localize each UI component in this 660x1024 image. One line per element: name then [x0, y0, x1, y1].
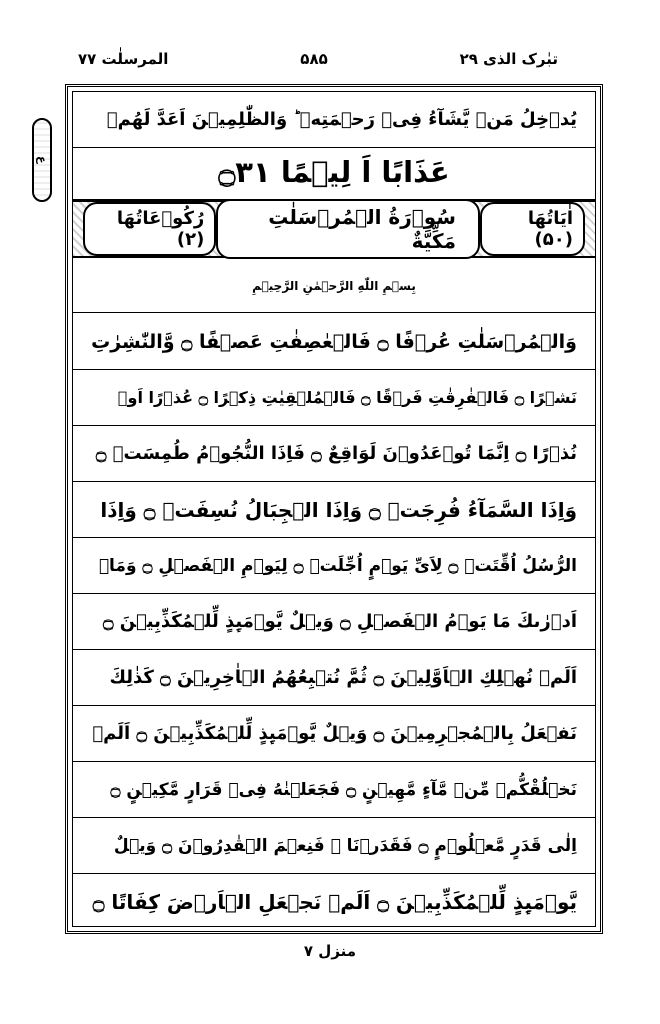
- verse-text: نَفۡعَلُ بِالۡمُجۡرِمِيۡنَ ۝ وَيۡلٌ يَّوۡمَٮِٕذٍ لِّلۡمُكَذِّبِيۡنَ ۝ اَلَمۡ: [92, 723, 577, 744]
- ayat-count-label: اٰيَاتُهَا (۵۰): [480, 202, 585, 256]
- page-frame: [65, 84, 603, 934]
- verse-line: [73, 482, 595, 538]
- surah-title-header: المرسلٰت ۷۷: [78, 50, 169, 68]
- verse-text: نُذۡرًا ۝ اِنَّمَا تُوۡعَدُوۡنَ لَوَاقِعٌ ۝ فَاِذَا النُّجُوۡمُ طُمِسَتۡ ۝: [95, 443, 577, 464]
- verse-text: اَلَمۡ نُهۡلِكِ الۡاَوَّلِيۡنَ ۝ ثُمَّ نُتۡبِعُهُمُ الۡاٰخِرِيۡنَ ۝ كَذٰلِكَ: [109, 667, 577, 688]
- manzil-footer: منزل ۷: [303, 942, 357, 960]
- juz-title-header: تبٰرک الذی ۲۹: [459, 50, 558, 68]
- surah-banner: [73, 200, 595, 258]
- page-number: ۵۸۵: [300, 50, 328, 68]
- ruku-marker-ornament: [32, 118, 52, 202]
- verse-text: اِلٰى قَدَرٍ مَّعۡلُوۡمٍ ۝ فَقَدَرۡنَا ‌ۖ فَنِعۡمَ الۡقٰدِرُوۡنَ ۝ وَيۡلٌ: [113, 836, 577, 856]
- verse-text: يُدۡخِلُ مَنۡ يَّشَآءُ فِىۡ رَحۡمَتِهٖ‌ ؕ وَالظّٰلِمِيۡنَ اَعَدَّ لَهُمۡ: [106, 109, 577, 130]
- verse-line: [73, 762, 595, 818]
- ruku-marker-text: ع: [35, 156, 49, 164]
- verse-text: اَدۡرٰٮكَ مَا يَوۡمُ الۡفَصۡلِ ۝ وَيۡلٌ يَّوۡمَٮِٕذٍ لِّلۡمُكَذِّبِيۡنَ ۝: [102, 611, 577, 632]
- text-panel: [72, 91, 596, 927]
- verse-line: [73, 874, 595, 930]
- verse-line: [73, 594, 595, 650]
- verse-line: [73, 538, 595, 594]
- verse-line: [73, 818, 595, 874]
- surah-name: سُوۡرَةُ الۡمُرۡسَلٰتِ مَكِّيَّةٌ: [216, 199, 480, 259]
- verse-line: [73, 370, 595, 426]
- verse-line: [73, 650, 595, 706]
- ruku-count-label: رُكُوۡعَاتُهَا (۲): [83, 202, 216, 256]
- verse-text: يَّوۡمَٮِٕذٍ لِّلۡمُكَذِّبِيۡنَ ۝ اَلَمۡ نَجۡعَلِ الۡاَرۡضَ كِفَاتًا ۝: [92, 890, 577, 914]
- verse-line: [73, 426, 595, 482]
- verse-text: وَاِذَا السَّمَآءُ فُرِجَتۡ ۝ وَاِذَا الۡجِبَالُ نُسِفَتۡ ۝ وَاِذَا: [100, 497, 577, 522]
- verse-line-top-1: [73, 92, 595, 148]
- verse-line: [73, 314, 595, 370]
- verse-text: نَخۡلُقْكُّمۡ مِّنۡ مَّآءٍ مَّهِيۡنٍ ۝ فَجَعَلۡنٰهُ فِىۡ قَرَارٍ مَّكِيۡنٍ ۝: [110, 780, 577, 800]
- bismillah: بِسۡمِ اللّٰهِ الرَّحۡمٰنِ الرَّحِيۡمِ: [73, 260, 595, 313]
- verse-line: [73, 706, 595, 762]
- page-header: [78, 44, 558, 74]
- verse-line-top-2: [73, 144, 595, 200]
- verse-text: وَالۡمُرۡسَلٰتِ عُرۡفًا ۝ فَالۡعٰصِفٰتِ عَصۡفًا ۝ وَّالنّٰشِرٰتِ: [91, 330, 577, 353]
- verse-text: عَذَابًا اَ لِيۡمًا ۝۳۱: [218, 154, 450, 189]
- verse-text: الرُّسُلُ اُقِّتَتۡ ۝ لِاَىِّ يَوۡمٍ اُجِّلَتۡ ۝ لِيَوۡمِ الۡفَصۡلِ ۝ وَمَاۤ: [98, 556, 577, 576]
- verse-text: نَشۡرًا ۝ فَالۡفٰرِقٰتِ فَرۡقًا ۝ فَالۡمُلۡقِيٰتِ ذِكۡرًا ۝ عُذۡرًا اَوۡ: [117, 388, 577, 407]
